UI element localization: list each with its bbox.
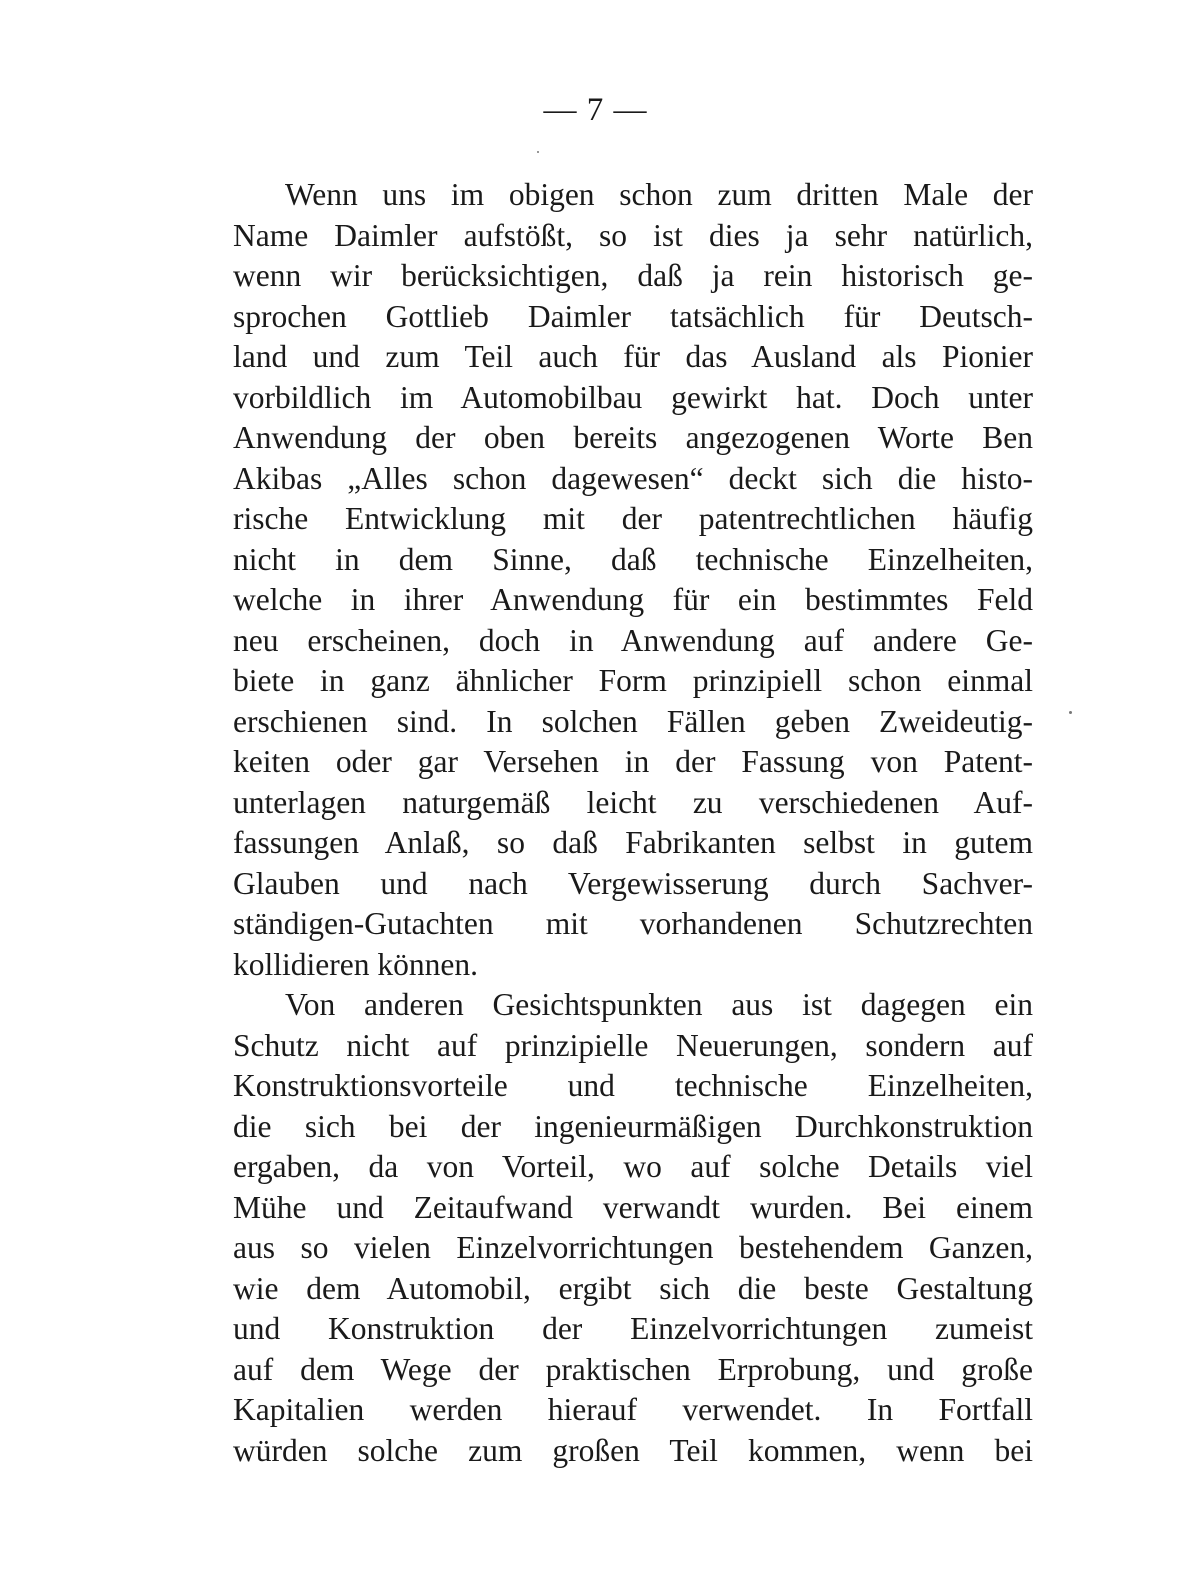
text-line: ständigen-Gutachten mit vorhandenen Schutzrechten [233, 906, 1033, 941]
text-line: welche in ihrer Anwendung für ein bestimmtes Feld [233, 582, 1033, 617]
text-line: biete in ganz ähnlicher Form prinzipiell schon einmal [233, 663, 1033, 698]
text-line: keiten oder gar Versehen in der Fassung von Patent- [233, 744, 1033, 779]
scan-speck [1069, 711, 1072, 714]
text-line: Anwendung der oben bereits angezogenen Worte Ben [233, 420, 1033, 455]
text-line: fassungen Anlaß, so daß Fabrikanten selbst in gutem [233, 825, 1033, 860]
text-line: aus so vielen Einzelvorrichtungen bestehendem Ganzen, [233, 1230, 1033, 1265]
text-line: Akibas „Alles schon dagewesen“ deckt sich die histo- [233, 460, 1033, 496]
text-line: Name Daimler aufstößt, so ist dies ja sehr natürlich, [233, 217, 1033, 253]
text-line: neu erscheinen, doch in Anwendung auf andere Ge- [233, 622, 1033, 658]
text-line: Wenn uns im obigen schon zum dritten Male der [285, 177, 1033, 212]
text-line: land und zum Teil auch für das Ausland als Pionier [233, 339, 1033, 374]
text-line: Kapitalien werden hierauf verwendet. In Fortfall [233, 1392, 1033, 1427]
text-line: vorbildlich im Automobilbau gewirkt hat. Doch unter [233, 379, 1033, 415]
scan-speck [537, 151, 539, 153]
text-line: wie dem Automobil, ergibt sich die beste Gestaltung [233, 1270, 1033, 1306]
text-line: erschienen sind. In solchen Fällen geben Zweideutig- [233, 703, 1033, 739]
text-line: die sich bei der ingenieurmäßigen Durchkonstruktion [233, 1108, 1033, 1144]
text-line: Konstruktionsvorteile und technische Einzelheiten, [233, 1068, 1033, 1103]
text-line: Von anderen Gesichtspunkten aus ist dagegen ein [285, 987, 1033, 1022]
text-line: ergaben, da von Vorteil, wo auf solche Details viel [233, 1149, 1033, 1184]
text-line: Glauben und nach Vergewisserung durch Sachver- [233, 865, 1033, 901]
text-line: kollidieren können. [233, 946, 478, 982]
text-line: Mühe und Zeitaufwand verwandt wurden. Bei einem [233, 1189, 1033, 1225]
paragraph-2 [233, 985, 1033, 1471]
body-text [233, 175, 1033, 1471]
text-line: würden solche zum großen Teil kommen, wenn bei [233, 1432, 1033, 1468]
page-number: — 7 — [543, 92, 648, 128]
paragraph-1 [233, 175, 1033, 985]
text-line: und Konstruktion der Einzelvorrichtungen zumeist [233, 1311, 1033, 1346]
text-line: auf dem Wege der praktischen Erprobung, und große [233, 1351, 1033, 1387]
text-line: nicht in dem Sinne, daß technische Einzelheiten, [233, 541, 1033, 577]
text-line: Schutz nicht auf prinzipielle Neuerungen, sondern auf [233, 1027, 1033, 1063]
text-line: unterlagen naturgemäß leicht zu verschiedenen Auf- [233, 784, 1033, 820]
text-line: wenn wir berücksichtigen, daß ja rein historisch ge- [233, 258, 1033, 293]
text-line: sprochen Gottlieb Daimler tatsächlich für Deutsch- [233, 298, 1033, 334]
text-line: rische Entwicklung mit der patentrechtlichen häufig [233, 501, 1033, 536]
